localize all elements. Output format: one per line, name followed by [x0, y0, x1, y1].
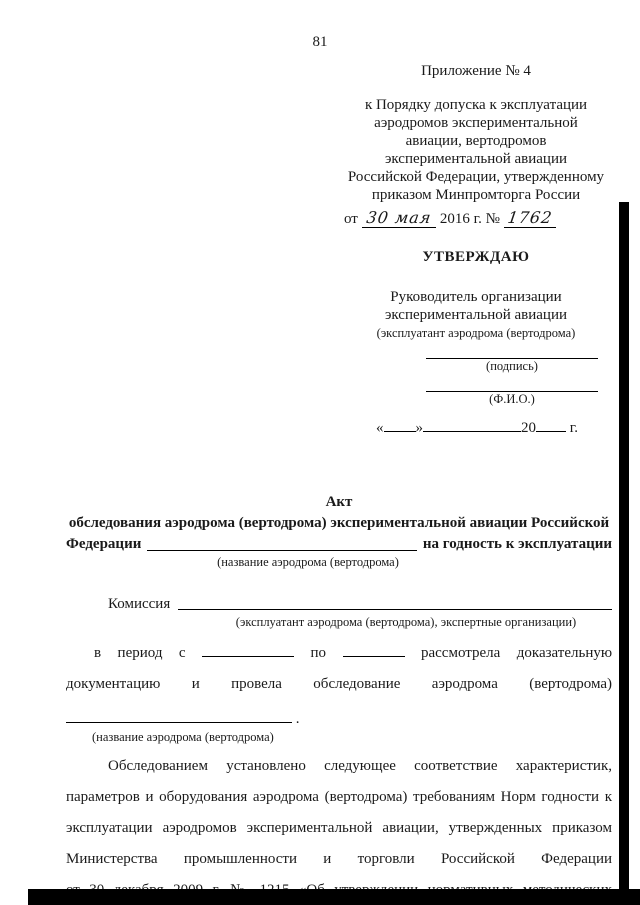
approval-line: Руководитель организации — [390, 289, 562, 305]
order-date-line — [340, 210, 612, 228]
body-block — [66, 596, 612, 905]
period-line — [66, 641, 612, 662]
handwritten-date: 30 мая — [365, 208, 433, 227]
fio-caption: (Ф.И.О.) — [489, 392, 535, 406]
order-date-middle: 2016 г. № — [439, 211, 500, 227]
appendix-title: Приложение № 4 — [421, 63, 531, 79]
approval-title: УТВЕРЖДАЮ — [422, 249, 530, 265]
appendix-line: к Порядку допуска к эксплуатации — [364, 97, 588, 113]
appendix-line: Российской Федерации, утвержденному — [347, 169, 605, 185]
blank-suffix: . — [295, 711, 300, 727]
commission-line — [66, 596, 612, 613]
appendix-line: авиации, вертодромов — [405, 133, 547, 149]
act-title: Акт — [325, 494, 353, 510]
order-date-prefix: от — [344, 211, 358, 227]
docs-line: документацию и провела обследование аэродрома (вертодрома) — [66, 676, 612, 692]
scan-artifact-right-bar — [619, 202, 629, 905]
quote-open: « — [376, 420, 384, 436]
day-blank — [384, 416, 416, 432]
handwritten-number: 1762 — [506, 208, 554, 227]
period-seg2: по — [310, 645, 327, 661]
page-number: 81 — [312, 34, 328, 50]
act-subtitle-suffix: на годность к эксплуатации — [422, 536, 612, 552]
period-to-blank — [343, 641, 405, 657]
period-seg3: рассмотрела доказательную — [420, 645, 613, 661]
approval-date-line — [340, 416, 612, 437]
commission-blank — [178, 609, 612, 610]
scan-artifact-bottom-bar — [28, 889, 640, 905]
airfield-name-blank-2 — [66, 707, 292, 723]
act-subtitle-line1: обследования аэродрома (вертодрома) экспериментальной авиации Российской — [68, 515, 610, 531]
commission-caption: (эксплуатант аэродрома (вертодрома), экспертные организации) — [235, 615, 577, 629]
act-title-block — [66, 492, 612, 570]
year-blank — [536, 416, 566, 432]
order-date-blank — [362, 208, 436, 228]
period-seg1: в период с — [94, 645, 186, 661]
airfield-name-blank-line — [66, 707, 612, 728]
act-subtitle-prefix: Федерации — [66, 536, 142, 552]
airfield-name-blank — [147, 550, 417, 551]
order-number-blank — [504, 208, 556, 228]
period-from-blank — [202, 641, 294, 657]
paragraph-line: параметров и оборудования аэродрома (вертодрома) требованиям Норм годности к — [66, 789, 612, 805]
appendix-line: экспериментальной авиации — [384, 151, 568, 167]
month-blank — [423, 416, 521, 432]
year-suffix: г. — [569, 420, 578, 436]
approval-line: экспериментальной авиации — [384, 307, 568, 323]
approval-line-small: (эксплуатант аэродрома (вертодрома) — [376, 326, 576, 340]
quote-close: » — [415, 420, 423, 436]
year-prefix: 20 — [521, 420, 536, 436]
appendix-line: аэродромов экспериментальной — [374, 115, 578, 131]
paragraph-line: Обследованием установлено следующее соответствие характеристик, — [108, 758, 612, 774]
approval-block — [340, 248, 612, 437]
act-subtitle-line2 — [66, 534, 612, 555]
signature-caption: (подпись) — [486, 359, 538, 373]
appendix-line: приказом Минпромторга России — [371, 187, 581, 203]
airfield-name-caption: (название аэродрома (вертодрома) — [92, 730, 274, 744]
paragraph-line: Министерства промышленности и торговли Российской Федерации — [66, 851, 612, 867]
paragraph-line: эксплуатации аэродромов экспериментальной авиации, утвержденных приказом — [66, 820, 612, 836]
commission-label: Комиссия — [108, 596, 171, 612]
act-caption: (название аэродрома (вертодрома) — [217, 555, 399, 569]
appendix-block — [340, 62, 612, 228]
